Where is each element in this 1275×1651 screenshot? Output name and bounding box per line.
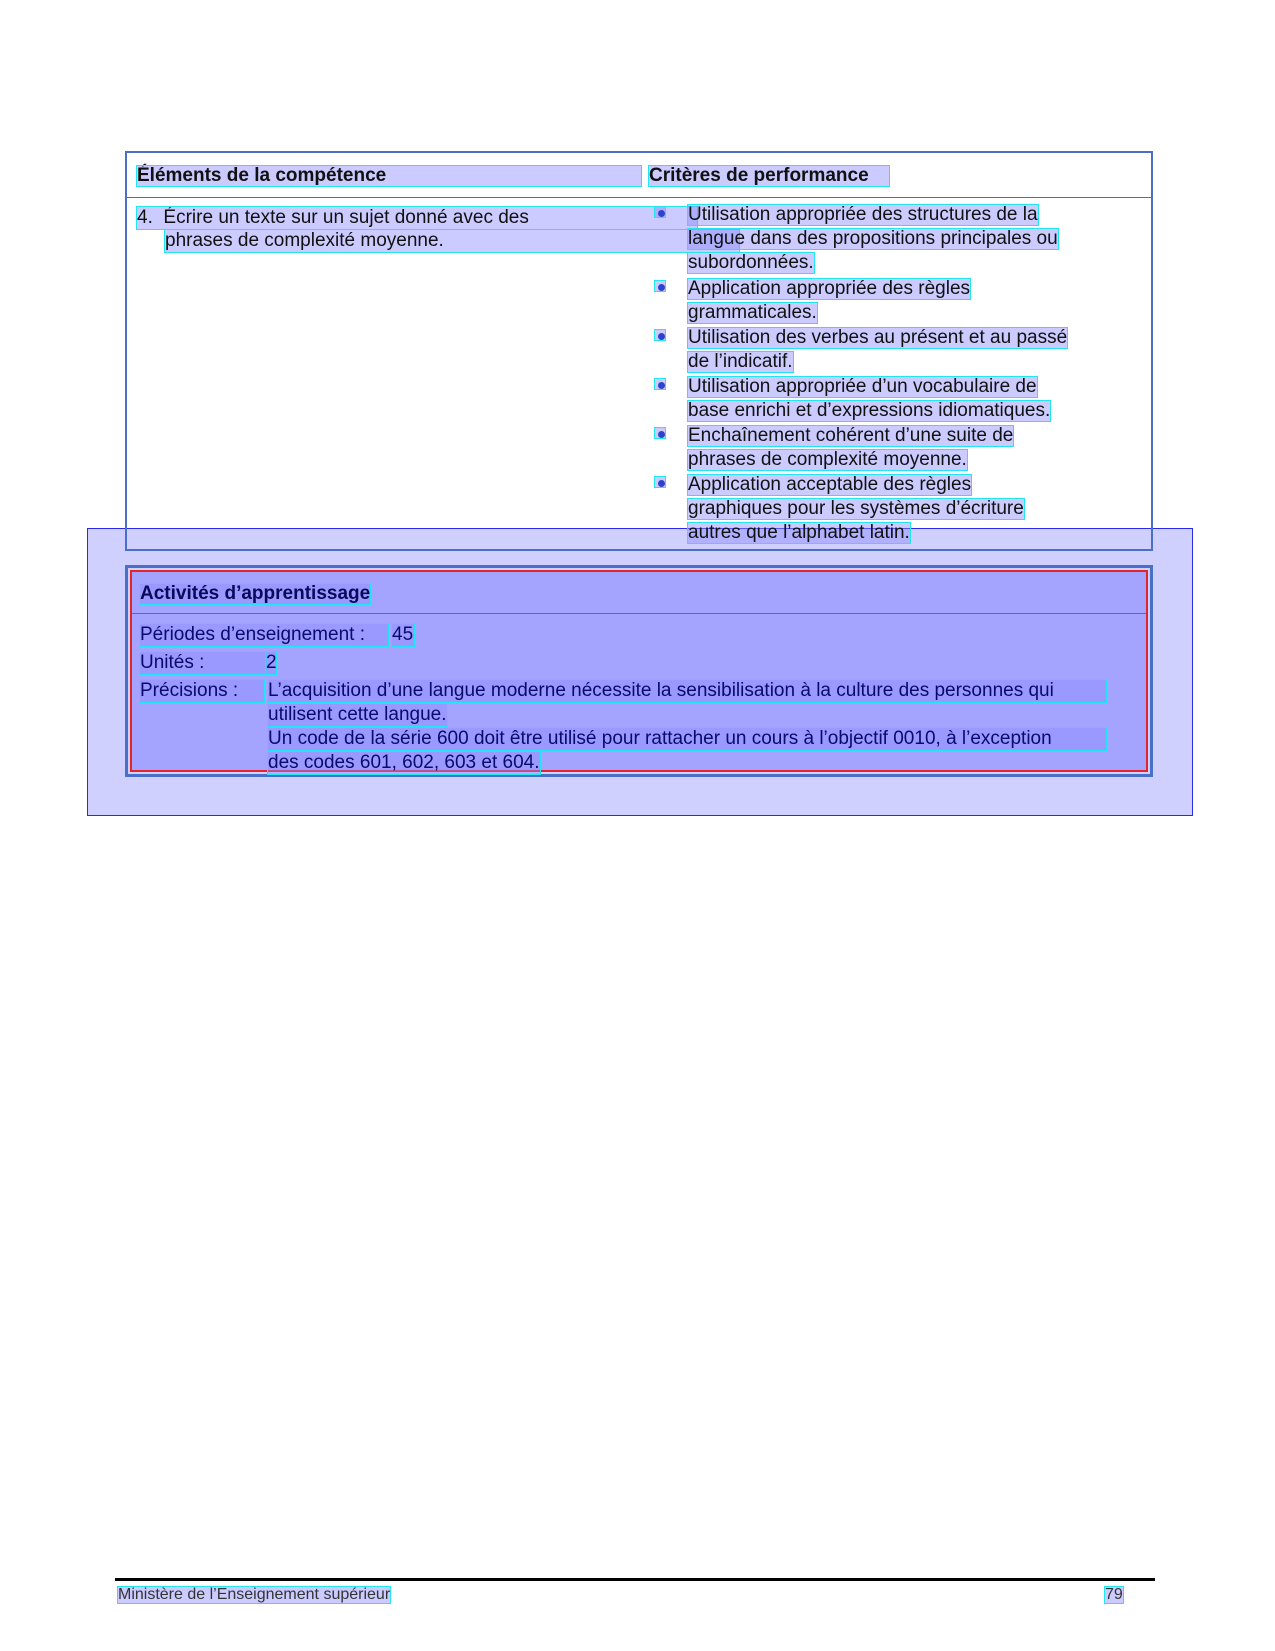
footer-ministry: Ministère de l’Enseignement supérieur xyxy=(118,1586,391,1603)
element-number: 4. xyxy=(137,207,153,228)
criterion-item xyxy=(688,424,1148,472)
criterion-line: Enchaînement cohérent d’une suite de xyxy=(688,425,1014,446)
precisions-line: utilisent cette langue. xyxy=(268,704,447,725)
bullet-icon xyxy=(655,207,665,217)
learning-activities-title: Activités d’apprentissage xyxy=(140,583,371,604)
bullet-icon xyxy=(655,379,665,389)
criterion-line: Application acceptable des règles xyxy=(688,474,972,495)
criterion-item xyxy=(688,375,1148,423)
learning-activities-header xyxy=(132,572,1146,614)
element-line-1: Écrire un texte sur un sujet donné avec des xyxy=(163,207,529,228)
precisions-label: Précisions : xyxy=(140,680,264,702)
criterion-line: Utilisation appropriée d’un vocabulaire de xyxy=(688,376,1037,397)
precisions-line: L’acquisition d’une langue moderne nécessite la sensibilisation à la culture des personnes qui xyxy=(268,680,1106,702)
units-value: 2 xyxy=(266,652,277,673)
header-elements: Éléments de la compétence xyxy=(137,166,641,186)
criterion-line: Application appropriée des règles xyxy=(688,278,971,299)
criterion-line: graphiques pour les systèmes d’écriture xyxy=(688,498,1024,519)
periods-row xyxy=(140,624,414,646)
periods-value: 45 xyxy=(392,624,414,645)
criterion-line: Utilisation appropriée des structures de la xyxy=(688,204,1038,225)
bullet-icon xyxy=(655,477,665,487)
learning-activities-box xyxy=(125,565,1153,777)
criterion-item xyxy=(688,203,1148,275)
precisions-line: des codes 601, 602, 603 et 604. xyxy=(268,752,540,773)
competency-table xyxy=(125,151,1153,551)
units-label: Unités : xyxy=(140,652,266,674)
criterion-line: subordonnées. xyxy=(688,252,814,273)
criterion-line: base enrichi et d’expressions idiomatiques. xyxy=(688,400,1051,421)
competency-table-header xyxy=(127,153,1151,198)
bullet-icon xyxy=(655,428,665,438)
bullet-icon xyxy=(655,281,665,291)
criterion-line: Utilisation des verbes au présent et au passé xyxy=(688,327,1068,348)
criterion-item xyxy=(688,473,1148,545)
periods-label: Périodes d’enseignement : xyxy=(140,624,388,646)
footer-rule xyxy=(115,1578,1155,1581)
criterion-line: de l’indicatif. xyxy=(688,351,793,372)
learning-activities-selection xyxy=(130,570,1148,772)
criterion-line: autres que l’alphabet latin. xyxy=(688,522,910,543)
precisions-line: Un code de la série 600 doit être utilisé pour rattacher un cours à l’objectif 0010, à l’exception xyxy=(268,728,1106,750)
criterion-line: langue dans des propositions principales ou xyxy=(688,228,1058,249)
units-row xyxy=(140,652,276,674)
element-line-2: phrases de complexité moyenne. xyxy=(165,230,739,252)
criterion-line: phrases de complexité moyenne. xyxy=(688,449,967,470)
header-criteria: Critères de performance xyxy=(649,166,889,186)
criterion-item xyxy=(688,277,1148,325)
criterion-line: grammaticales. xyxy=(688,302,817,323)
criterion-item xyxy=(688,326,1148,374)
footer-page-number: 79 xyxy=(1105,1586,1123,1603)
bullet-icon xyxy=(655,330,665,340)
element-item xyxy=(137,207,697,229)
